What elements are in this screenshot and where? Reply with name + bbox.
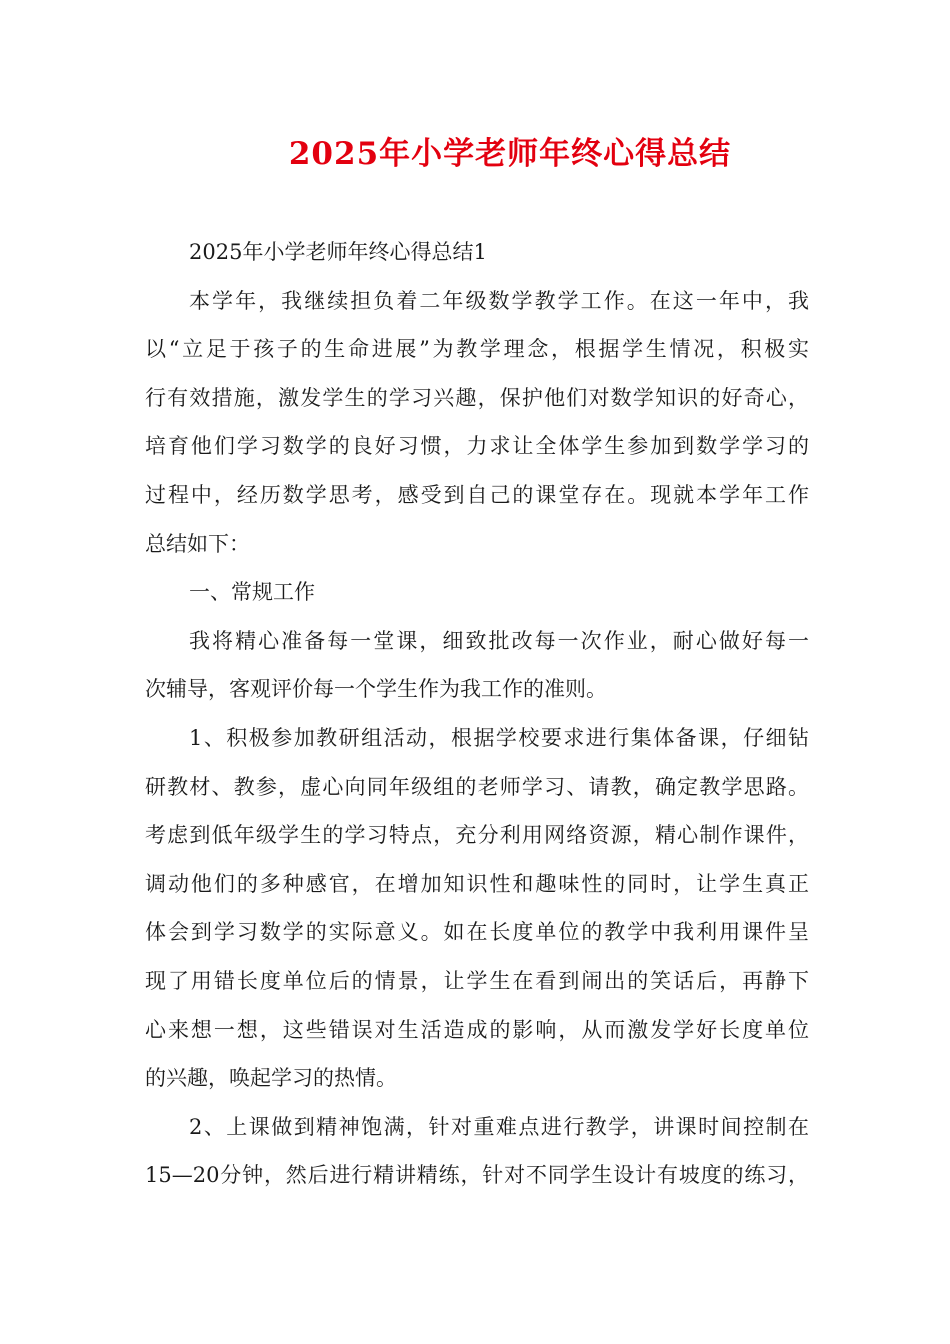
document-title: 2025年小学老师年终心得总结 (288, 136, 732, 172)
paragraph-line: 一、常规工作 (189, 580, 315, 605)
paragraph-line: 培育他们学习数学的良好习惯，力求让全体学生参加到数学学习的 (145, 434, 809, 459)
paragraph-line: 2025年小学老师年终心得总结1 (189, 240, 487, 264)
paragraph-line: 我将精心准备每一堂课，细致批改每一次作业，耐心做好每一 (189, 628, 809, 653)
paragraph-line: 过程中，经历数学思考，感受到自己的课堂存在。现就本学年工作 (145, 482, 809, 507)
paragraph-line: 体会到学习数学的实际意义。如在长度单位的教学中我利用课件呈 (145, 920, 809, 945)
paragraph-line: 调动他们的多种感官，在增加知识性和趣味性的同时，让学生真正 (145, 871, 809, 896)
paragraph-line: 2、上课做到精神饱满，针对重难点进行教学，讲课时间控制在 (189, 1114, 809, 1139)
paragraph-line: 次辅导，客观评价每一个学生作为我工作的准则。 (145, 677, 607, 702)
paragraph-line: 研教材、教参，虚心向同年级组的老师学习、请教，确定教学思路。 (145, 774, 809, 799)
paragraph-line: 总结如下： (145, 531, 250, 556)
paragraph-line: 本学年，我继续担负着二年级数学教学工作。在这一年中，我 (189, 288, 809, 313)
paragraph-line: 以“立足于孩子的生命进展”为教学理念，根据学生情况，积极实 (145, 337, 809, 362)
paragraph-line: 的兴趣，唤起学习的热情。 (145, 1066, 397, 1091)
paragraph-line: 行有效措施，激发学生的学习兴趣，保护他们对数学知识的好奇心， (145, 385, 809, 410)
paragraph-line: 心来想一想，这些错误对生活造成的影响，从而激发学好长度单位 (145, 1017, 809, 1042)
document-body (145, 228, 809, 1200)
paragraph-line: 考虑到低年级学生的学习特点，充分利用网络资源，精心制作课件， (145, 823, 809, 848)
paragraph-line: 1、积极参加教研组活动，根据学校要求进行集体备课，仔细钻 (189, 725, 809, 750)
paragraph-line: 15—20分钟，然后进行精讲精练，针对不同学生设计有坡度的练习， (145, 1163, 809, 1188)
paragraph-line: 现了用错长度单位后的情景，让学生在看到闹出的笑话后，再静下 (145, 968, 809, 993)
